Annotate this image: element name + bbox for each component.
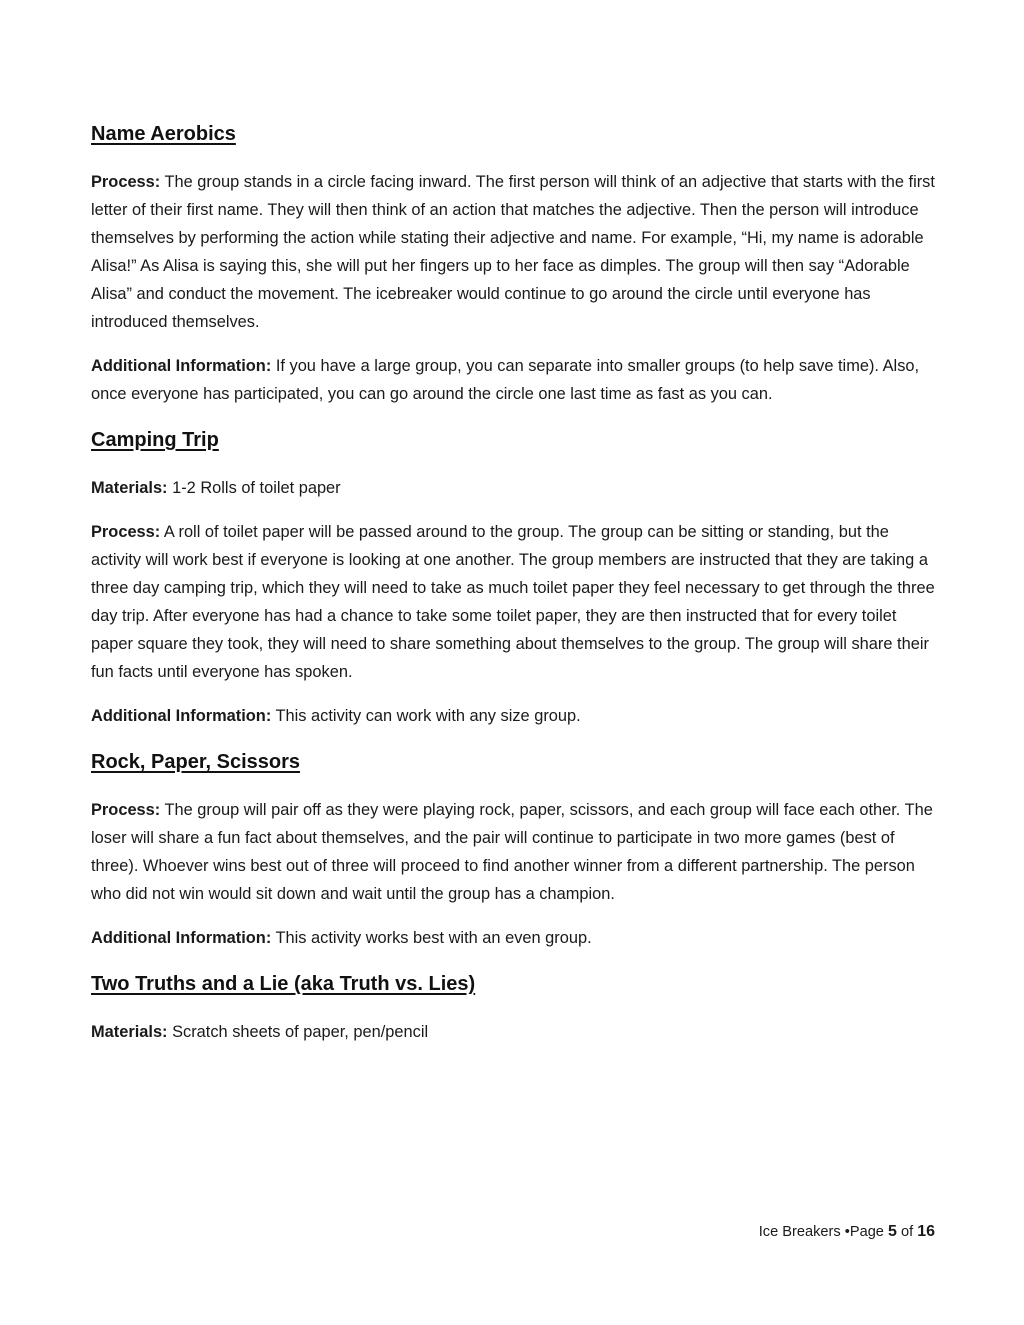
paragraph-text: This activity can work with any size group. [271,707,581,725]
footer-page-word: Page [849,1224,884,1240]
paragraph-label: Process: [91,523,161,541]
paragraph-text: If you have a large group, you can separate into smaller groups (to help save time). Also, once everyone has participated, you can go around the circle one last time as fast as you can. [91,357,920,403]
paragraph-text: 1-2 Rolls of toilet paper [167,479,341,497]
additional-info-paragraph [91,924,936,952]
document-page [91,118,936,1062]
section-name-aerobics [91,118,936,408]
paragraph-label: Materials: [91,1023,168,1041]
paragraph-label: Process: [91,173,161,191]
additional-info-paragraph [91,352,936,408]
footer-bullet: • [844,1224,850,1240]
paragraph-text: A roll of toilet paper will be passed around to the group. The group can be sitting or standing, but the activity will work best if everyone is looking at one another. The group members are instructed that they are taking a three day camping trip, which they will need to take as much toilet paper they feel necessary to get through the three day trip. After everyone has had a chance to take some toilet paper, they are then instructed that for every toilet paper square they took, they will need to share something about themselves to the group. The group will share their fun facts until everyone has spoken. [91,523,935,681]
paragraph-label: Materials: [91,479,168,497]
footer-of-word: of [900,1224,914,1240]
paragraph-text: The group stands in a circle facing inward. The first person will think of an adjective that starts with the first letter of their first name. They will then think of an action that matches the adjective. Then the person will introduce themselves by performing the action while stating their adjective and name. For example, “Hi, my name is adorable Alisa!” As Alisa is saying this, she will put her fingers up to her face as dimples. The group will then say “Adorable Alisa” and conduct the movement. The icebreaker would continue to go around the circle until everyone has introduced themselves. [91,173,935,331]
process-paragraph [91,168,936,336]
paragraph-text: The group will pair off as they were playing rock, paper, scissors, and each group will face each other. The loser will share a fun fact about themselves, and the pair will continue to participate in two more games (best of three). Whoever wins best out of three will proceed to find another winner from a different partnership. The person who did not win would sit down and wait until the group has a champion. [91,801,933,903]
process-paragraph [91,518,936,686]
section-camping-trip [91,424,936,730]
process-paragraph [91,796,936,908]
additional-info-paragraph [91,702,936,730]
section-rock-paper-scissors [91,746,936,952]
footer-page-current: 5 [888,1223,897,1240]
paragraph-label: Additional Information: [91,707,272,725]
materials-paragraph [91,1018,936,1046]
materials-paragraph [91,474,936,502]
section-heading: Name Aerobics [91,123,236,145]
paragraph-label: Process: [91,801,161,819]
section-heading: Two Truths and a Lie (aka Truth vs. Lies) [91,973,476,995]
paragraph-text: This activity works best with an even group. [271,929,592,947]
page-footer [759,1218,935,1246]
footer-page-total: 16 [917,1223,935,1240]
section-heading: Rock, Paper, Scissors [91,751,301,773]
section-two-truths-and-a-lie [91,968,936,1046]
footer-doc-name: Ice Breakers [758,1224,841,1240]
paragraph-label: Additional Information: [91,357,272,375]
paragraph-text: Scratch sheets of paper, pen/pencil [167,1023,429,1041]
section-heading: Camping Trip [91,429,219,451]
paragraph-label: Additional Information: [91,929,272,947]
